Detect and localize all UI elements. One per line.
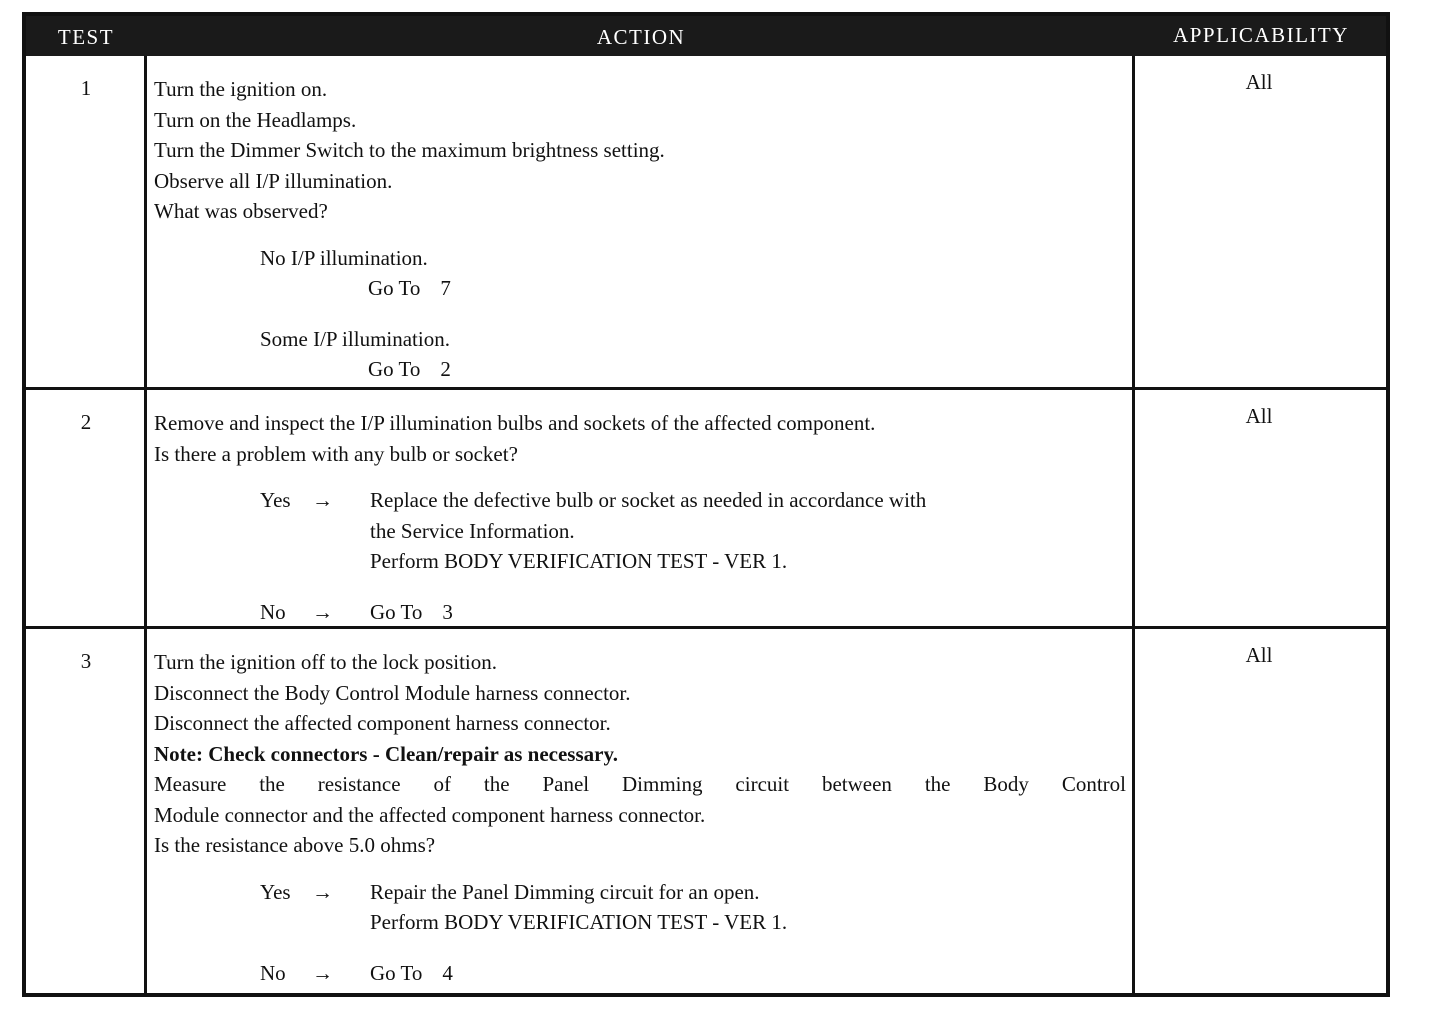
outcome-line: Replace the defective bulb or socket as needed in accordance with [370,488,927,512]
goto-label: Go To [368,276,421,300]
action-cell [154,408,1134,627]
outcome-label: No I/P illumination. [260,245,428,270]
table-row [26,56,1386,387]
goto-number: 4 [442,960,453,985]
applicability-value: All [1245,404,1273,428]
table-row [26,629,1386,993]
outcome-label: Yes [260,488,291,512]
table-header [26,16,1386,56]
action-line: Disconnect the affected component harness connector. [154,711,611,735]
test-number: 1 [80,76,92,100]
goto-label: Go To [370,599,423,624]
right-arrow-icon: → [312,960,333,985]
verification-test-link[interactable]: Perform BODY VERIFICATION TEST - VER 1. [370,910,788,934]
goto-label: Go To [370,960,423,985]
verification-test-link[interactable]: Perform BODY VERIFICATION TEST - VER 1. [370,549,788,573]
action-line: Turn the ignition off to the lock position. [154,650,498,674]
outcome-instructions [370,877,787,938]
goto-link[interactable] [368,273,1134,304]
outcome-label: Some I/P illumination. [260,326,450,351]
outcome-yes [154,485,1134,577]
outcome-label: No [260,599,286,624]
goto-link[interactable] [370,958,453,989]
outcomes [154,877,1134,989]
diagnostic-test-table [22,12,1390,997]
header-action: ACTION [596,25,686,49]
action-line: Observe all I/P illumination. [154,168,393,193]
action-line: Turn on the Headlamps. [154,107,357,132]
goto-label: Go To [368,357,421,381]
applicability-value: All [1245,70,1273,94]
outcome-instructions [370,485,926,577]
outcome-label: No [260,960,286,985]
header-applicability: APPLICABILITY [1173,23,1349,47]
action-cell [154,74,1134,385]
outcome-yes [154,877,1134,938]
outcome-no [154,958,1134,989]
table-row [26,390,1386,626]
action-line: Measure the resistance of the Panel Dimming circuit between the Body Control [154,772,1126,796]
note-line: Note: Check connectors - Clean/repair as necessary. [154,741,619,766]
test-number: 2 [80,410,92,434]
goto-link[interactable] [370,597,453,628]
action-line: Disconnect the Body Control Module harness connector. [154,680,631,705]
goto-link[interactable] [368,354,1134,385]
outcome-some-illumination [154,324,1134,385]
action-line: Remove and inspect the I/P illumination bulbs and sockets of the affected component. [154,411,876,435]
goto-number: 7 [440,276,451,300]
action-question: Is there a problem with any bulb or socket? [154,441,518,466]
right-arrow-icon: → [312,879,333,904]
header-test: TEST [57,25,115,49]
action-line: Module connector and the affected component harness connector. [154,802,706,827]
action-question: Is the resistance above 5.0 ohms? [154,833,436,857]
outcomes [154,485,1134,627]
right-arrow-icon: → [312,599,333,624]
action-line: Turn the ignition on. [154,77,328,101]
outcomes [154,243,1134,385]
action-cell [154,647,1134,988]
outcome-no [154,597,1134,628]
test-number: 3 [80,649,92,673]
action-line: Turn the Dimmer Switch to the maximum brightness setting. [154,138,665,162]
outcome-line: Repair the Panel Dimming circuit for an open. [370,879,760,904]
right-arrow-icon: → [312,488,333,512]
applicability-value: All [1245,643,1273,667]
outcome-no-illumination [154,243,1134,304]
goto-number: 3 [442,599,453,624]
action-question: What was observed? [154,199,328,223]
outcome-label: Yes [260,879,291,904]
goto-number: 2 [440,357,451,381]
outcome-line: the Service Information. [370,518,575,543]
